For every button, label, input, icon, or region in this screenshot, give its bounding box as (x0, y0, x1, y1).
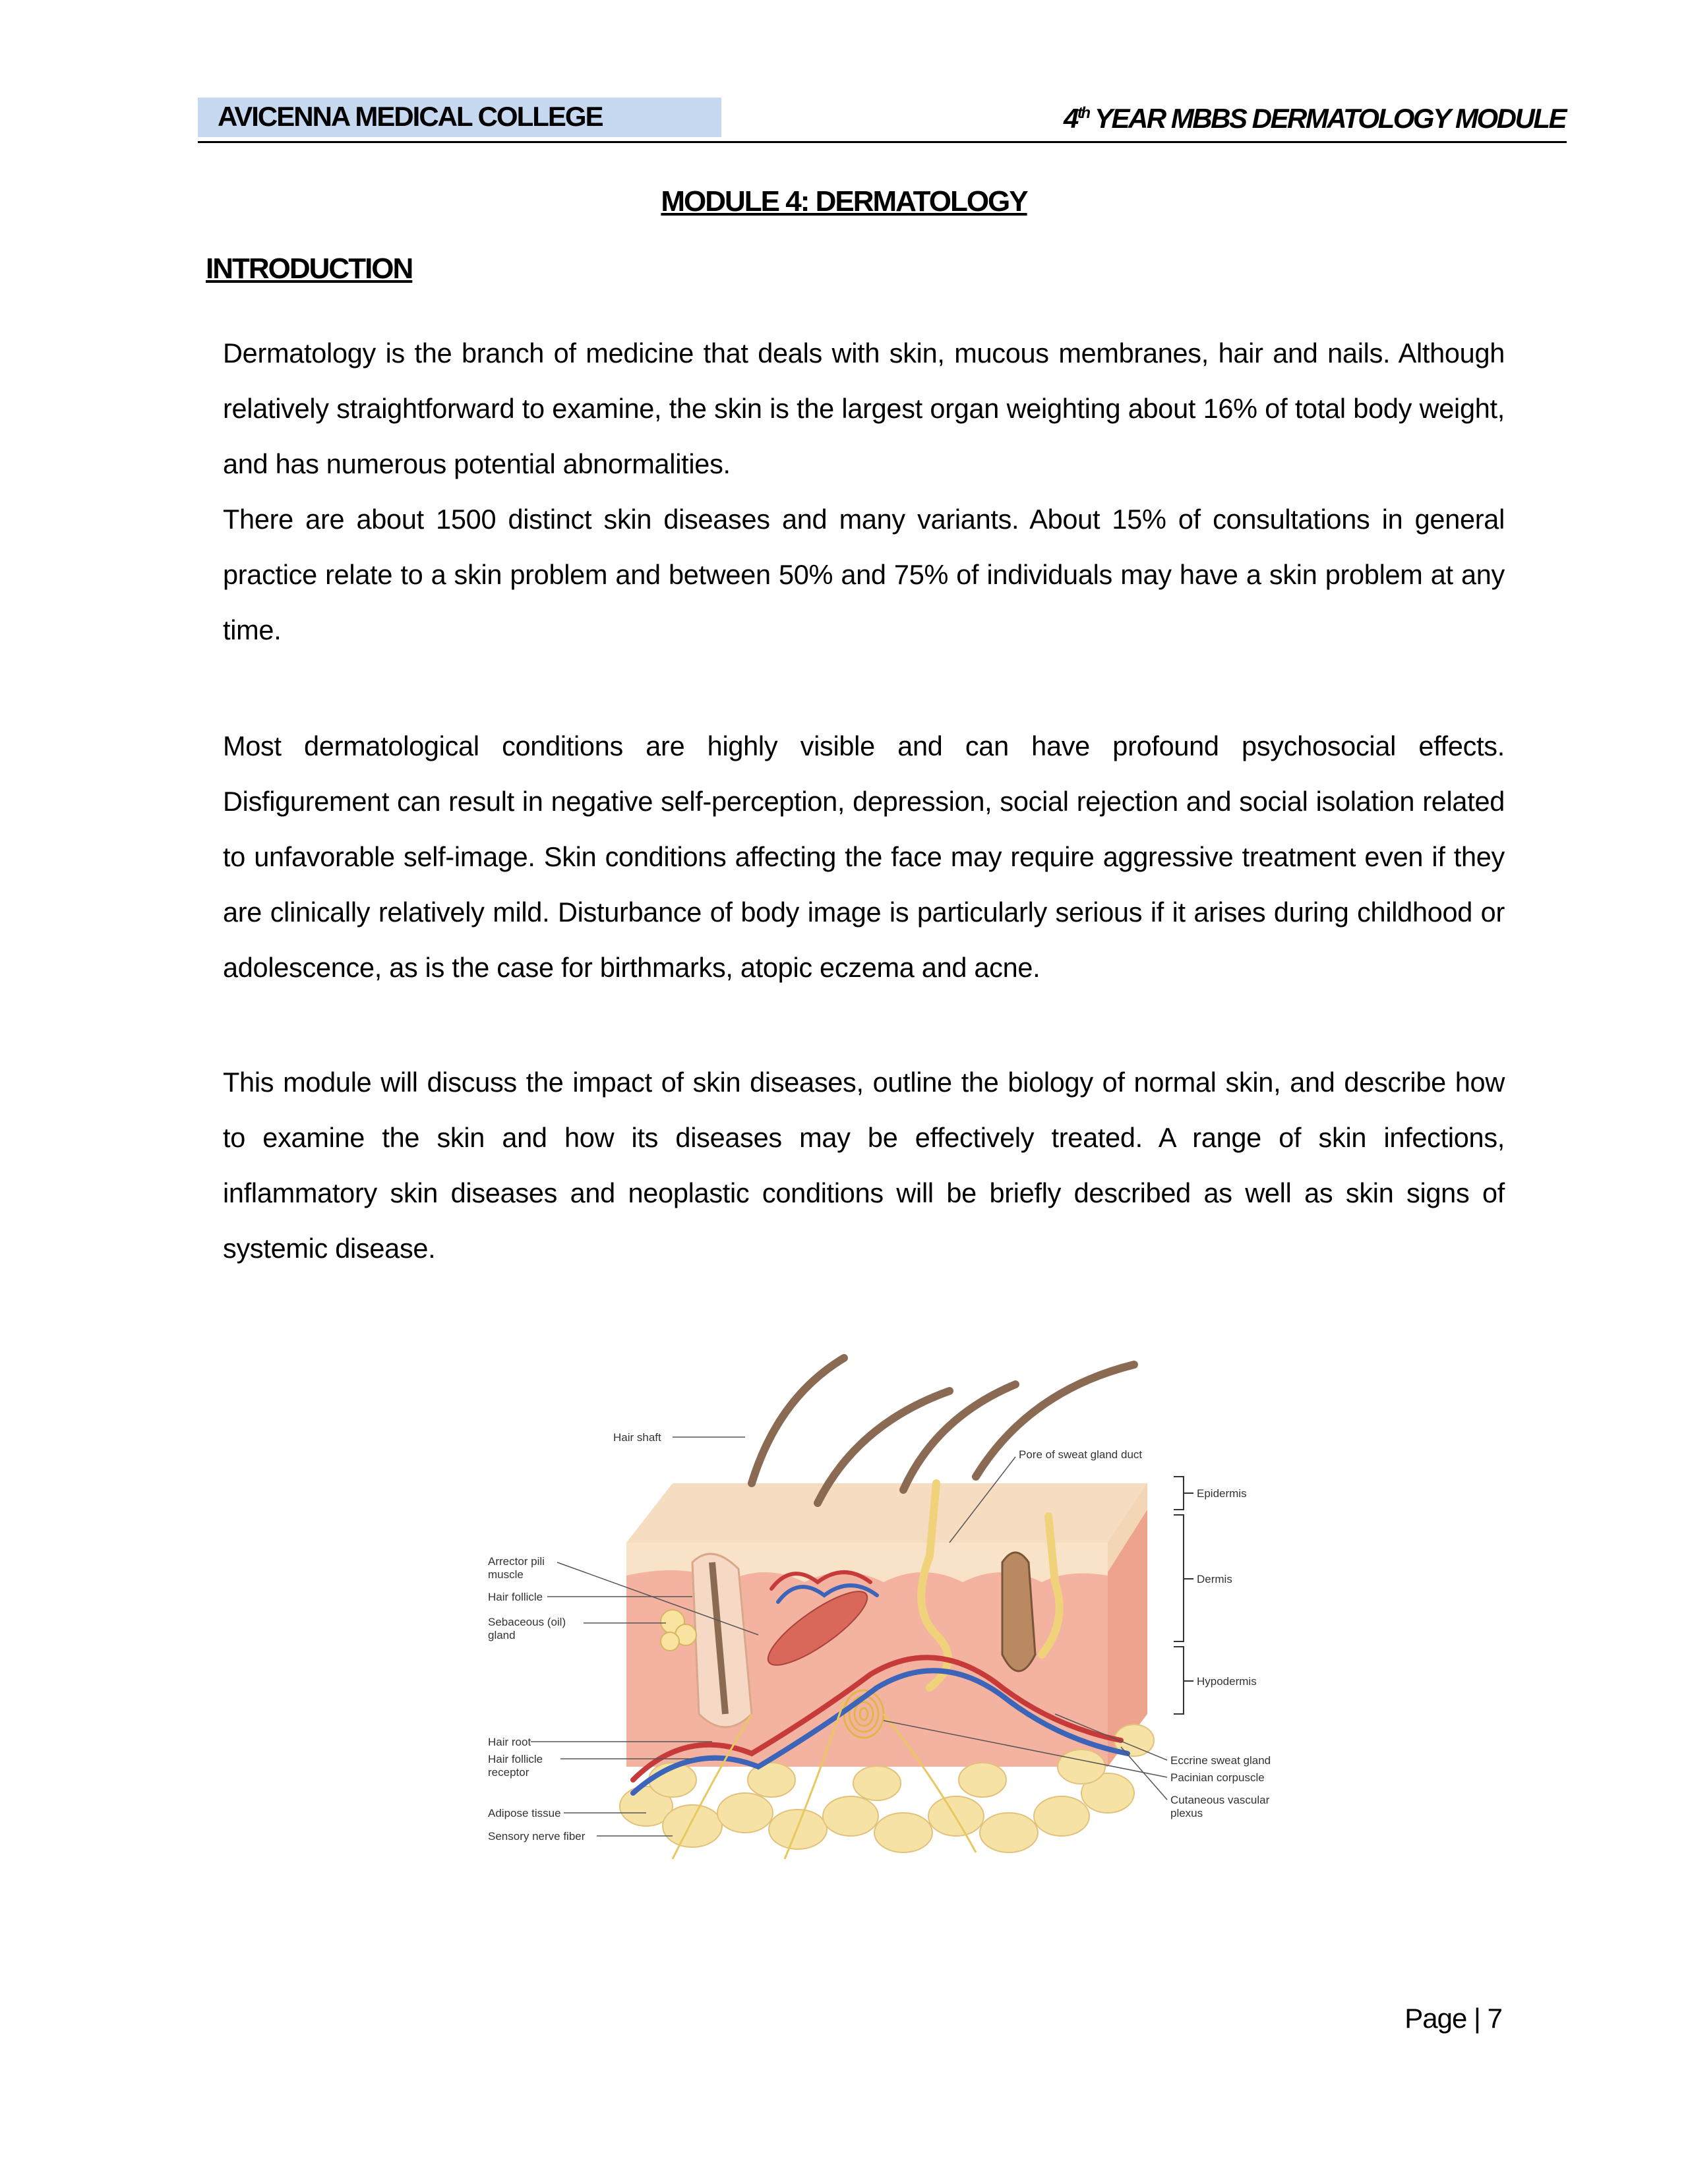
header-divider (198, 141, 1567, 143)
label-eccrine: Eccrine sweat gland (1170, 1754, 1271, 1767)
label-hair-root: Hair root (488, 1736, 531, 1748)
header-module-year: 4 (1064, 103, 1077, 134)
paragraph-3-block (223, 719, 1505, 995)
label-dermis: Dermis (1197, 1573, 1232, 1585)
label-sebaceous-1: Sebaceous (oil) (488, 1616, 566, 1628)
page-title: MODULE 4: DERMATOLOGY (661, 185, 1027, 218)
header-module-text: YEAR MBBS DERMATOLOGY MODULE (1089, 103, 1565, 134)
header-module-sup: th (1077, 104, 1089, 122)
paragraph-1-block (223, 326, 1505, 658)
label-plexus-1: Cutaneous vascular (1170, 1794, 1270, 1806)
page-label: Page | (1404, 2003, 1488, 2034)
hair-shafts (752, 1358, 1134, 1503)
paragraph-4: This module will discuss the impact of skin diseases, outline the biology of normal skin, and describe how to examine the skin and how its diseases may be effectively treated. A range of skin infections, inflammatory skin diseases and neoplastic conditions will be briefly described as well as skin signs of systemic disease. (223, 1067, 1505, 1264)
label-arrector-2: muscle (488, 1568, 524, 1581)
header-college-name: AVICENNA MEDICAL COLLEGE (218, 101, 603, 132)
paragraph-3: Most dermatological conditions are highly visible and can have profound psychosocial effects. Disfigurement can result in negative self-perception, depression, social rejection and social isolation related to unfavorable self-image. Skin conditions affecting the face may require aggressive treatment even if they are clinically relatively mild. Disturbance of body image is particularly serious if it arises during childhood or adolescence, as is the case for birthmarks, atopic eczema and acne. (223, 730, 1505, 983)
paragraph-2: There are about 1500 distinct skin diseases and many variants. About 15% of consultations in general practice relate to a skin problem and between 50% and 75% of individuals may have a skin problem at any time. (223, 504, 1505, 645)
label-receptor-1: Hair follicle (488, 1753, 543, 1765)
section-heading: INTRODUCTION (206, 252, 413, 285)
label-arrector-1: Arrector pili (488, 1555, 545, 1568)
label-hair-shaft: Hair shaft (613, 1431, 661, 1444)
label-adipose: Adipose tissue (488, 1807, 561, 1819)
paragraph-1: Dermatology is the branch of medicine that deals with skin, mucous membranes, hair and nails. Although relatively straightforward to examine, the skin is the largest organ weighting about 16% of total body weight, and has numerous potential abnormalities. (223, 338, 1505, 479)
label-plexus-2: plexus (1170, 1807, 1203, 1819)
label-sensory: Sensory nerve fiber (488, 1830, 586, 1843)
label-sebaceous-2: gland (488, 1629, 516, 1641)
page-number (1404, 2001, 1502, 2036)
paragraph-4-block (223, 1055, 1505, 1276)
page-number-value: 7 (1487, 2003, 1502, 2034)
label-pore: Pore of sweat gland duct (1019, 1448, 1143, 1461)
layer-brackets (1174, 1477, 1193, 1714)
label-hypodermis: Hypodermis (1197, 1675, 1257, 1688)
label-hair-follicle: Hair follicle (488, 1591, 543, 1603)
label-pacinian: Pacinian corpuscle (1170, 1771, 1265, 1784)
skin-anatomy-figure (475, 1345, 1271, 1925)
label-receptor-2: receptor (488, 1766, 529, 1779)
label-epidermis: Epidermis (1197, 1487, 1247, 1500)
header-module-name (1064, 96, 1565, 136)
